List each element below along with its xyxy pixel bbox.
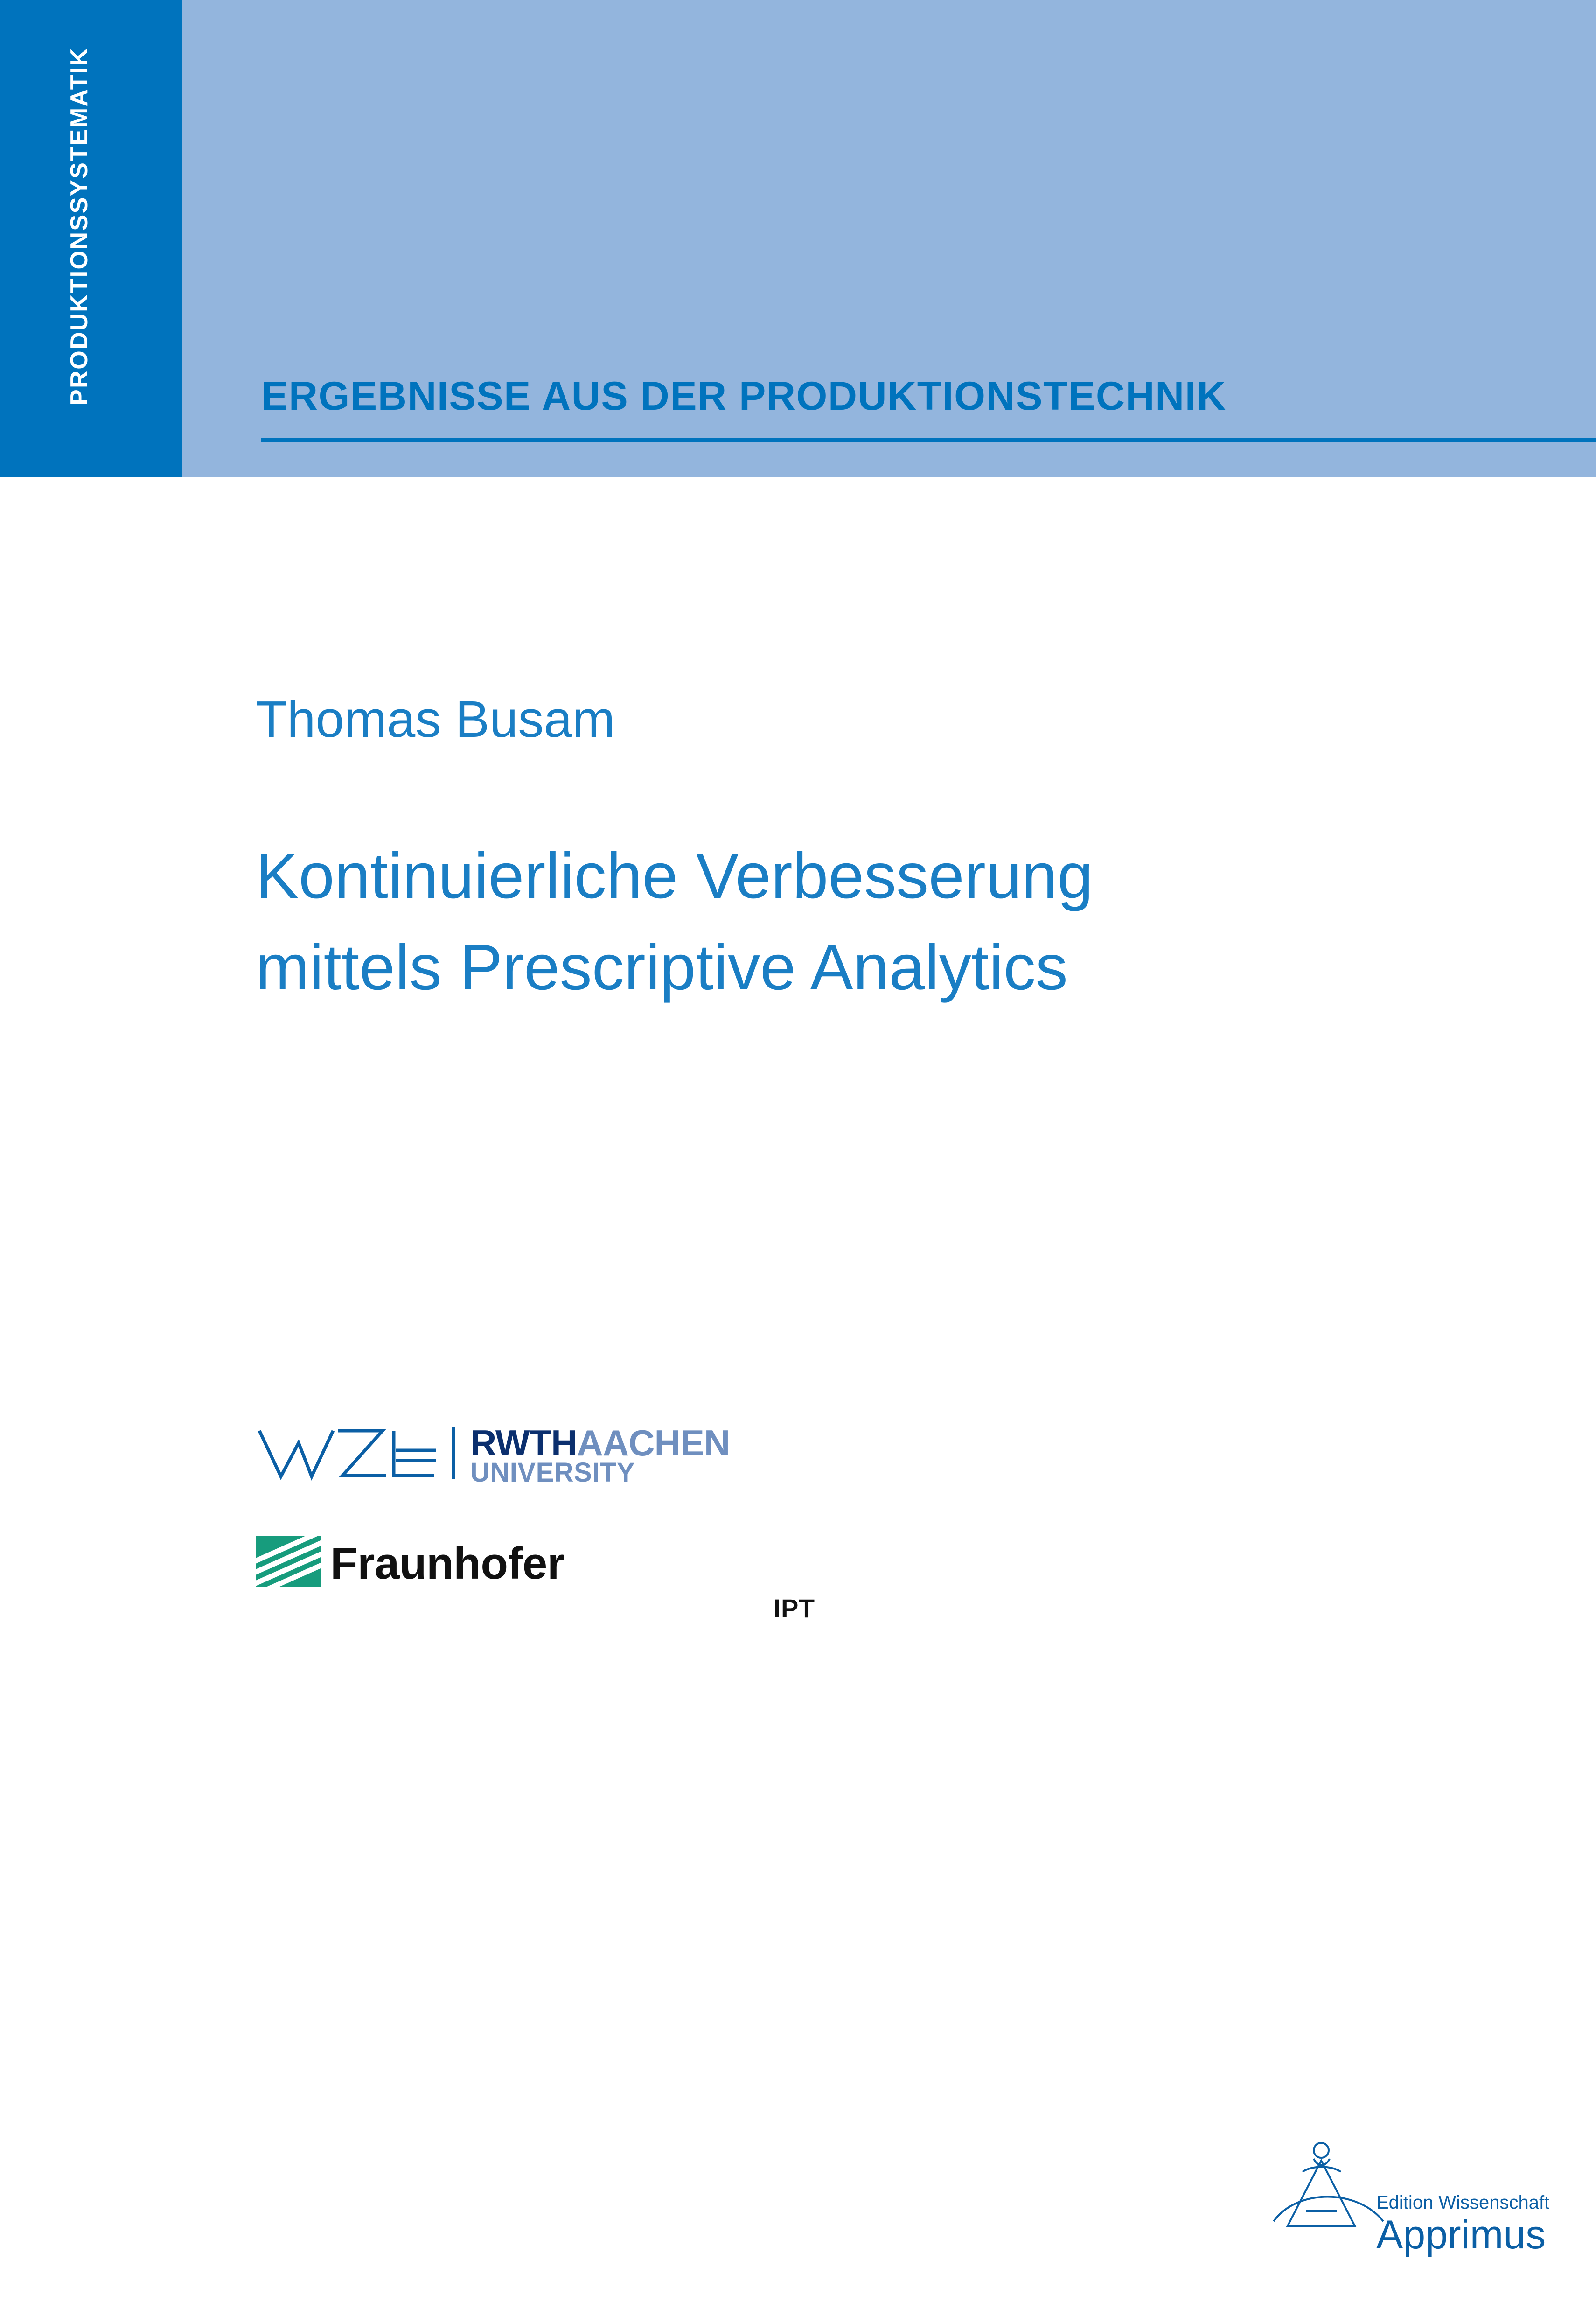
publisher-edition-label: Edition Wissenschaft [1376, 2192, 1550, 2213]
logo-divider [452, 1427, 455, 1479]
spine-strip [0, 0, 182, 477]
spine-label: PRODUKTIONSSYSTEMATIK [66, 47, 93, 406]
series-rule-divider [261, 438, 1596, 442]
cover-banner [0, 0, 1596, 477]
fraunhofer-mark-icon [256, 1536, 321, 1587]
series-title: ERGEBNISSE AUS DER PRODUKTIONSTECHNIK [261, 374, 1227, 419]
fraunhofer-wordmark: Fraunhofer [330, 1539, 565, 1588]
publisher-logo [1269, 2133, 1550, 2257]
title-line-1: Kontinuierliche Verbesserung [256, 840, 1094, 912]
apprimus-emblem-icon [1269, 2133, 1390, 2240]
rwth-wordmark-line [470, 1422, 730, 1463]
institution-logo-row [256, 1422, 730, 1498]
rwth-logo [470, 1422, 730, 1488]
wzl-logo [256, 1423, 438, 1484]
page-title [256, 831, 1469, 1014]
rwth-university-line: UNIVERSITY [470, 1457, 635, 1488]
rwth-light-part: AACHEN [577, 1422, 730, 1463]
rwth-bold-part: RWTH [470, 1422, 577, 1463]
title-line-2: mittels Prescriptive Analytics [256, 931, 1068, 1003]
author-name: Thomas Busam [256, 691, 615, 748]
fraunhofer-logo [256, 1535, 815, 1623]
fraunhofer-institute-label: IPT [774, 1594, 815, 1623]
publisher-name: Apprimus [1376, 2212, 1546, 2257]
